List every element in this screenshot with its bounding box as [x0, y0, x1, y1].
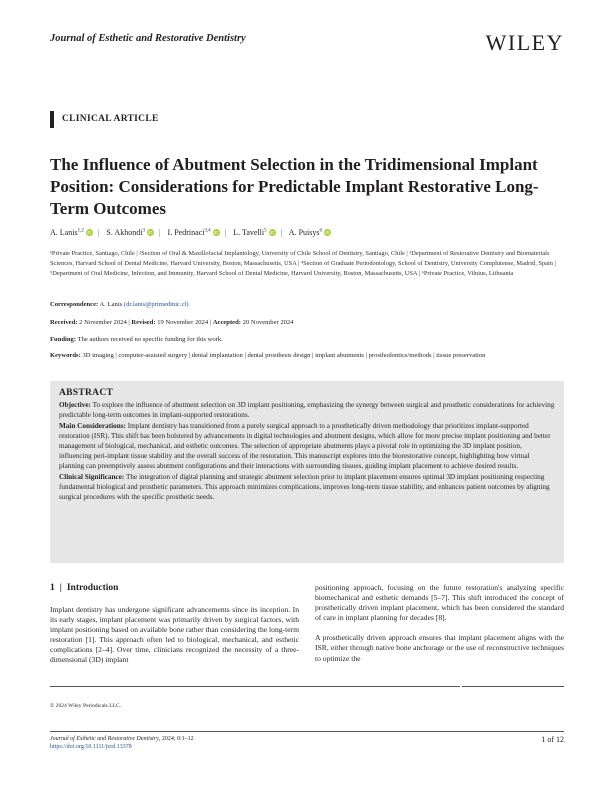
orcid-icon[interactable]: iD	[270, 229, 275, 235]
author[interactable]: S. Akhondi$^3$ iD	[106, 227, 153, 237]
objective-label: Objective:	[59, 401, 91, 410]
correspondence-label: Correspondence:	[50, 301, 99, 308]
keywords-label: Keywords:	[50, 352, 81, 359]
accepted-date: 20 November 2024	[242, 319, 294, 326]
publisher-logo[interactable]: WILEY	[485, 30, 564, 55]
footnote-divider	[462, 686, 564, 687]
objective-text: To explore the influence of abutment selection on 3D implant positioning, emphasizing the synergy between surgical and prosthetic considerations for achieving predictable long-term outcomes in implant-supported restorations.	[59, 401, 555, 420]
author[interactable]: I. Pedrinaci$^{3,4}$ iD	[167, 227, 219, 237]
main-considerations-label: Main Considerations:	[59, 421, 126, 430]
footer-divider	[50, 731, 564, 732]
author-list	[50, 225, 570, 239]
article-title: The Influence of Abutment Selection in the Tridimensional Implant Position: Considerations for Predictable Implant Restorative Long-Term Outcomes	[50, 155, 539, 218]
right-column	[315, 583, 564, 674]
revised-label: Revised:	[131, 319, 156, 326]
abstract-heading: ABSTRACT	[59, 388, 114, 398]
author-separator: |	[158, 227, 161, 237]
copyright-notice: © 2024 Wiley Periodicals LLC.	[50, 703, 122, 709]
funding-label: Funding:	[50, 336, 77, 343]
main-considerations-text: Implant dentistry has transitioned from a purely surgical approach to a prosthetically driven methodology that prioritizes implant-supported restoration (ISR). This shift has been bolstered by advancements in digital technologies and abutment designs, which allow for more precise implant positioning and better management of biological, mechanical, and esthetic outcomes. The selection of appropriate abutments plays a pivotal role in optimizing the 3D implant position, influencing peri-implant tissue stability and the overall success of the restoration. This manuscript explores into the biorestorative concept, highlighting how virtual planning can preemptively assess abutment configurations and their interactions with surrounding tissues, guiding implant placement to achieve desired results.	[59, 421, 551, 471]
author-separator: |	[97, 227, 100, 237]
page-number: 1 of 12	[541, 735, 564, 744]
affiliations: ¹Private Practice, Santiago, Chile | ²Section of Oral & Maxillofacial Implantology, University of Chile School of Dentistry, Santiago, Chile | ³Department of Restorative Dentistry and Biomaterials Sciences, Harvard School of Dental Medicine, Harvard University, Boston, Massachusetts, USA | ⁴Section of Graduate Periodontology, School of Dentistry, University Complutense, Madrid, Spain | ⁵Department of Oral Medicine, Infection, and Immunity, Harvard School of Dental Medicine, Harvard University, Boston, Massachusetts, USA | ⁶Private Practice, Vilnius, Lithuania	[50, 250, 556, 277]
footer-volume: , 2024; 0:1–12	[158, 736, 194, 742]
funding-line	[50, 335, 570, 345]
section-number: 1	[50, 583, 55, 593]
introduction-heading	[50, 583, 118, 593]
received-date: 2 November 2024	[79, 319, 127, 326]
article-type-label: CLINICAL ARTICLE	[50, 111, 159, 128]
orcid-icon[interactable]: iD	[214, 229, 219, 235]
revised-date: 19 November 2024	[157, 319, 209, 326]
clinical-significance-label: Clinical Significance:	[59, 472, 125, 481]
orcid-icon[interactable]: iD	[325, 229, 330, 235]
abstract-objective	[59, 400, 555, 420]
correspondence-name: A. Lanis	[99, 301, 123, 308]
correspondence-line	[50, 300, 570, 310]
footer-citation	[50, 735, 194, 751]
doi-link[interactable]: https://doi.org/10.1111/jerd.13378	[50, 744, 132, 750]
author-separator: |	[224, 227, 227, 237]
correspondence-email-link[interactable]: (dr.lanis@primedinic.cl)	[123, 301, 189, 308]
abstract-clinical-significance	[59, 472, 555, 503]
author[interactable]: A. Puisys$^6$ iD	[288, 227, 330, 237]
author[interactable]: L. Tavelli$^5$ iD	[233, 227, 275, 237]
section-title: Introduction	[66, 583, 119, 593]
received-label: Received:	[50, 319, 78, 326]
dates-line	[50, 318, 570, 328]
accepted-label: Accepted:	[212, 319, 241, 326]
body-paragraph: positioning approach, focusing on the future restoration's analyzing specific biomechanical and esthetic demands [5–7]. This shift introduced the concept of prosthetically driven implant placement, which has been considered the standard of care in implant planning for decades [8].	[315, 583, 564, 623]
orcid-icon[interactable]: iD	[148, 229, 153, 235]
journal-name[interactable]: Journal of Esthetic and Restorative Dentistry	[50, 33, 246, 44]
author[interactable]: A. Lanis$^{1,2}$ iD	[50, 227, 92, 237]
clinical-significance-text: The integration of digital planning and strategic abutment selection prior to implant placement ensures optimal 3D implant positioning respecting fundamental biological and prosthetic parameters. This approach minimizes complications, improves long-term tissue stability, and enhances patient outcomes by aligning surgical procedures with the specific prosthetic needs.	[59, 472, 550, 502]
footnote-divider	[50, 686, 460, 687]
funding-text: The authors received no specific funding for this work.	[77, 336, 223, 343]
left-column	[50, 605, 299, 676]
keywords-line	[50, 351, 570, 361]
author-separator: |	[280, 227, 283, 237]
body-paragraph: A prosthetically driven approach ensures that implant placement aligns with the ISR, either through native bone anchorage or the use of reconstructive techniques to optimize the	[315, 633, 564, 663]
date-separator: |	[128, 319, 132, 326]
date-separator: |	[209, 319, 213, 326]
orcid-icon[interactable]: iD	[87, 229, 92, 235]
footer-journal: Journal of Esthetic and Restorative Dentistry	[50, 736, 159, 742]
abstract-box	[50, 381, 564, 563]
keywords-text[interactable]: 3D imaging | computer-assisted surgery | dental implantation | dental prosthesis design | implant abutments | prosthodontics/methods | tissue preservation	[82, 352, 486, 359]
section-separator: |	[59, 583, 62, 593]
body-paragraph: Implant dentistry has undergone significant advancements since its inception. In its early stages, implant placement was primarily driven by surgical factors, with implant positioning based on available bone rather than considering the long-term restoration [1]. This approach often led to biological, mechanical, and esthetic complications [2–4]. Over time, clinicians recognized the necessity of a three-dimensional (3D) implant	[50, 605, 299, 665]
abstract-main-considerations	[59, 421, 555, 472]
